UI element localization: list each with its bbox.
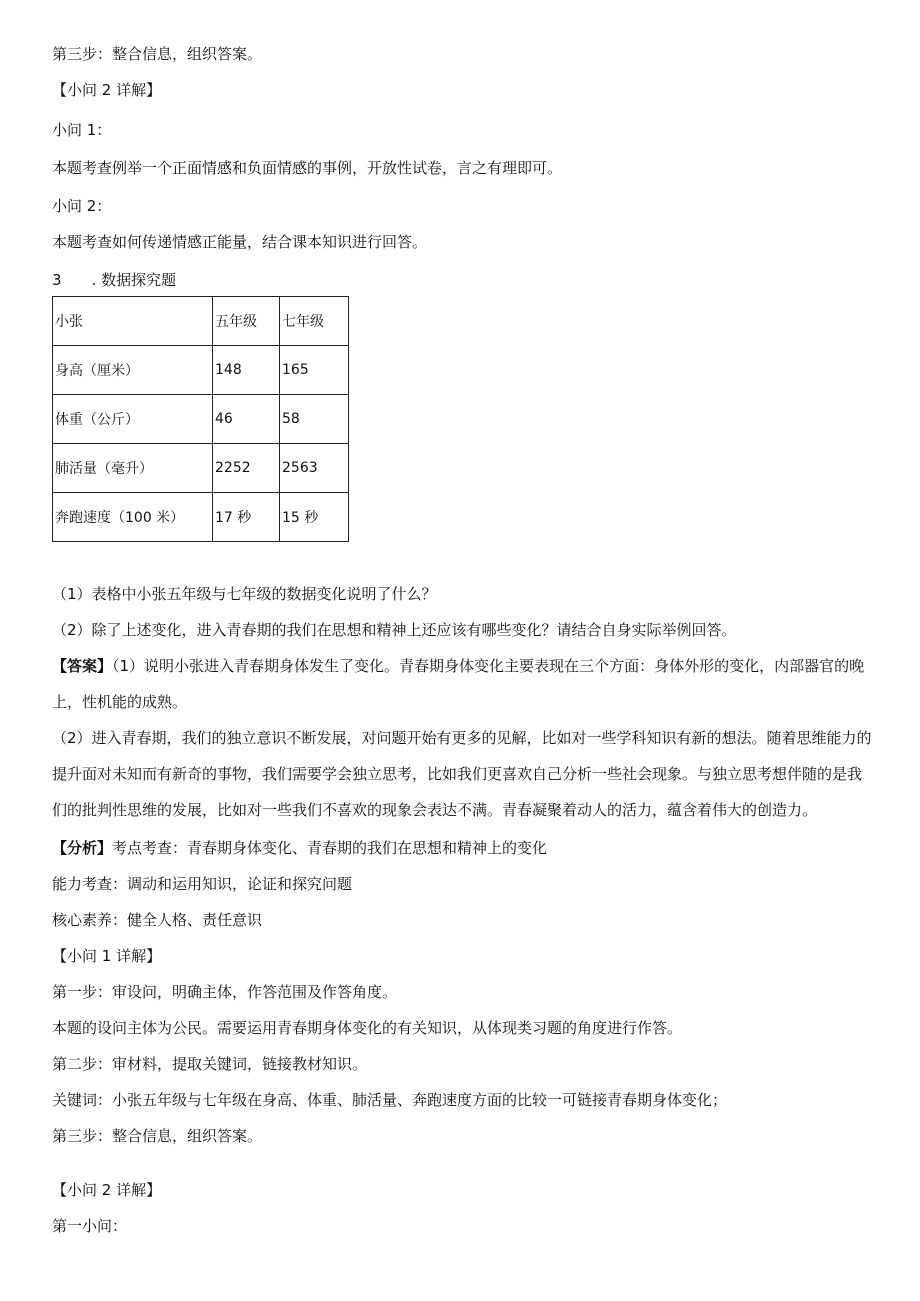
table-row: [53, 395, 349, 444]
sub-question-2-label: 小问 2：: [52, 197, 112, 215]
q1-detail-header: 【小问 1 详解】: [52, 947, 162, 965]
table-cell: 2563: [280, 444, 349, 493]
table-cell: 肺活量（毫升）: [53, 444, 213, 493]
question-heading: [52, 270, 176, 290]
table-header-row: [53, 297, 349, 346]
first-sub-question: 第一小问：: [52, 1217, 128, 1235]
analysis-step1: 第一步：审设问，明确主体，作答范围及作答角度。: [52, 983, 398, 1001]
subquestion-1: （1）表格中小张五年级与七年级的数据变化说明了什么？: [52, 585, 437, 603]
subquestion-2: （2）除了上述变化，进入青春期的我们在思想和精神上还应该有哪些变化？请结合自身实际举例回答。: [52, 621, 737, 639]
sub-question-1-label: 小问 1：: [52, 121, 112, 139]
table-cell: 17 秒: [213, 493, 280, 542]
sub-question-2-text: 本题考查如何传递情感正能量，结合课本知识进行回答。: [52, 233, 428, 251]
table-cell: 165: [280, 346, 349, 395]
table-cell: 体重（公斤）: [53, 395, 213, 444]
answer-part-1-text: （1）说明小张进入青春期身体发生了变化。青春期身体变化主要表现在三个方面：身体外形的变化，内部器官的晚上，性机能的成熟。: [52, 657, 865, 711]
answer-label: 【答案】: [52, 657, 113, 675]
table-cell: 小张: [53, 297, 213, 346]
analysis-ability: 能力考查：调动和运用知识，论证和探究问题: [52, 875, 353, 893]
table-cell: 148: [213, 346, 280, 395]
table-cell: 15 秒: [280, 493, 349, 542]
table-cell: 五年级: [213, 297, 280, 346]
analysis-keywords: 关键词：小张五年级与七年级在身高、体重、肺活量、奔跑速度方面的比较一可链接青春期身体变化；: [52, 1091, 728, 1109]
analysis-label: 【分析】: [52, 839, 113, 857]
table-cell: 58: [280, 395, 349, 444]
table-cell: 46: [213, 395, 280, 444]
question-title: . 数据探究题: [91, 271, 177, 289]
analysis-literacy: 核心素养：健全人格、责任意识: [52, 911, 263, 929]
analysis-step2: 第二步：审材料，提取关键词，链接教材知识。: [52, 1055, 368, 1073]
table-cell: 七年级: [280, 297, 349, 346]
data-table: [52, 296, 349, 542]
step3-text: 第三步：整合信息，组织答案。: [52, 45, 263, 63]
table-cell: 身高（厘米）: [53, 346, 213, 395]
analysis-step1-text: 本题的设问主体为公民。需要运用青春期身体变化的有关知识，从体现类习题的角度进行作答。: [52, 1019, 683, 1037]
answer-part-2: （2）进入青春期，我们的独立意识不断发展，对问题开始有更多的见解，比如对一些学科知识有新的想法。随着思维能力的提升面对未知而有新奇的事物，我们需要学会独立思考，比如我们更喜欢自己分析一些社会现象。与独立思考想伴随的是我们的批判性思维的发展，比如对一些我们不喜欢的现象会表达不满。青春凝聚着动人的活力，蕴含着伟大的创造力。: [52, 729, 872, 819]
answer-part-1: [52, 648, 872, 720]
analysis-step3: 第三步：整合信息，组织答案。: [52, 1127, 263, 1145]
analysis-points: [52, 838, 547, 858]
q2-detail-header: 【小问 2 详解】: [52, 81, 162, 99]
analysis-points-text: 考点考查：青春期身体变化、青春期的我们在思想和精神上的变化: [112, 839, 548, 857]
sub-question-1-text: 本题考查例举一个正面情感和负面情感的事例，开放性试卷，言之有理即可。: [52, 159, 563, 177]
table-row: [53, 346, 349, 395]
table-row: [53, 444, 349, 493]
table-cell: 2252: [213, 444, 280, 493]
table-cell: 奔跑速度（100 米）: [53, 493, 213, 542]
q2-detail-header-2: 【小问 2 详解】: [52, 1181, 162, 1199]
question-number: 3: [52, 271, 62, 289]
table-row: [53, 493, 349, 542]
